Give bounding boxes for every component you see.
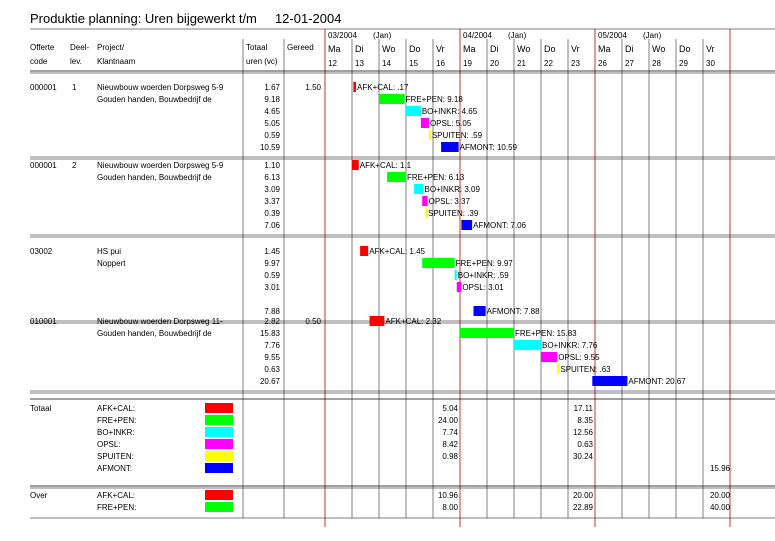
day-number: 14 (382, 59, 391, 68)
task-hours: 3.01 (264, 283, 280, 292)
task-label: FRE+PEN: 9.18 (405, 95, 463, 104)
day-name: Ma (463, 44, 476, 54)
legend-swatch-afk-cal (205, 403, 233, 413)
task-label: SPUITEN: .63 (560, 365, 611, 374)
week-label: 05/2004 (598, 31, 627, 40)
day-name: Vr (571, 44, 580, 54)
task-bar-fre-pen (422, 258, 454, 268)
totaal-row-label: OPSL: (97, 440, 121, 449)
task-hours: 0.59 (264, 271, 280, 280)
project-code: 000001 (30, 161, 57, 170)
over-week2: 22.89 (572, 503, 593, 512)
task-hours: 9.18 (264, 95, 280, 104)
day-number: 30 (706, 59, 715, 68)
day-name: Do (679, 44, 691, 54)
task-hours: 3.09 (264, 185, 280, 194)
task-bar-bo-inkr (514, 340, 541, 350)
day-name: Ma (328, 44, 341, 54)
task-hours: 10.59 (259, 143, 280, 152)
task-bar-afmont (441, 142, 459, 152)
day-name: Di (490, 44, 499, 54)
totaal-row-label: FRE+PEN: (97, 416, 137, 425)
day-name: Di (355, 44, 364, 54)
project-gereed: 1.50 (305, 83, 321, 92)
task-hours: 3.37 (264, 197, 280, 206)
task-bar-bo-inkr (406, 106, 421, 116)
totaal-week1: 5.04 (442, 404, 458, 413)
task-hours: 0.39 (264, 209, 280, 218)
over-swatch-afk-cal (205, 490, 233, 500)
task-bar-afk-cal (370, 316, 385, 326)
legend-swatch-spuiten (205, 451, 233, 461)
project-code: 010001 (30, 317, 57, 326)
totaal-week2: 0.63 (577, 440, 593, 449)
day-name: Wo (382, 44, 396, 54)
task-bar-bo-inkr (455, 270, 457, 280)
task-bar-afmont (461, 220, 472, 230)
task-label: OPSL: 9.55 (558, 353, 600, 362)
task-bar-bo-inkr (414, 184, 423, 194)
header-lev: lev. (70, 57, 82, 66)
legend-swatch-afmont (205, 463, 233, 473)
project-name: Nieuwbouw woerden Dorpsweg 5-9 (97, 83, 224, 92)
task-bar-afmont (592, 376, 627, 386)
totaal-week2: 12.56 (572, 428, 593, 437)
task-hours: 6.13 (264, 173, 280, 182)
task-hours: 0.59 (264, 131, 280, 140)
page-title: Produktie planning: Uren bijgewerkt t/m 12-01-2004 (30, 11, 342, 26)
day-number: 16 (436, 59, 445, 68)
over-week3: 20.00 (709, 491, 730, 500)
project-deel: 1 (72, 83, 77, 92)
day-number: 19 (463, 59, 472, 68)
totaal-row-label: SPUITEN: (97, 452, 134, 461)
project-client: Gouden handen, Bouwbedrijf de (97, 95, 212, 104)
task-hours: 15.83 (259, 329, 280, 338)
project-name: Nieuwbouw woerden Dorpsweg 11- (97, 317, 223, 326)
project-client: Noppert (97, 259, 126, 268)
header-deel: Deel- (70, 43, 90, 52)
task-label: AFK+CAL: 1.45 (369, 247, 426, 256)
day-number: 27 (625, 59, 634, 68)
day-name: Vr (436, 44, 445, 54)
day-name: Vr (706, 44, 715, 54)
over-row-label: AFK+CAL: (97, 491, 136, 500)
task-hours: 9.55 (264, 353, 280, 362)
project-gereed: 0.50 (305, 317, 321, 326)
task-label: AFMONT: 10.59 (459, 143, 518, 152)
task-label: FRE+PEN: 9.97 (455, 259, 513, 268)
over-swatch-fre-pen (205, 502, 233, 512)
task-label: AFK+CAL: 1.1 (359, 161, 412, 170)
header-gereed: Gereed (287, 43, 314, 52)
totaal-row-label: AFMONT: (97, 464, 133, 473)
header-klantnaam: Klantnaam (97, 57, 136, 66)
legend-swatch-bo-inkr (205, 427, 233, 437)
task-hours: 0.63 (264, 365, 280, 374)
week-month: (Jan) (508, 31, 527, 40)
task-bar-fre-pen (460, 328, 514, 338)
task-label: OPSL: 5.05 (429, 119, 472, 128)
header-uren: uren (vc) (246, 57, 278, 66)
task-bar-afk-cal (353, 82, 356, 92)
day-number: 13 (355, 59, 364, 68)
task-bar-spuiten (429, 130, 431, 140)
task-label: BO+INKR: .59 (457, 271, 509, 280)
task-label: SPUITEN: .59 (431, 131, 483, 140)
over-week1: 8.00 (442, 503, 458, 512)
header-code: code (30, 57, 48, 66)
day-number: 28 (652, 59, 661, 68)
totaal-label: Totaal (30, 404, 52, 413)
task-label: FRE+PEN: 6.13 (407, 173, 465, 182)
task-bar-spuiten (557, 364, 559, 374)
week-month: (Jan) (643, 31, 662, 40)
task-bar-fre-pen (379, 94, 405, 104)
day-name: Ma (598, 44, 611, 54)
task-hours: 1.67 (264, 83, 280, 92)
project-deel: 2 (72, 161, 77, 170)
task-bar-opsl (422, 196, 427, 206)
day-name: Wo (652, 44, 666, 54)
day-name: Wo (517, 44, 531, 54)
over-row-label: FRE+PEN: (97, 503, 137, 512)
day-number: 15 (409, 59, 418, 68)
totaal-week2: 17.11 (573, 404, 593, 413)
totaal-week1: 7.74 (442, 428, 458, 437)
legend-swatch-fre-pen (205, 415, 233, 425)
totaal-row-label: BO+INKR: (97, 428, 135, 437)
project-code: 000001 (30, 83, 57, 92)
totaal-week2: 8.35 (577, 416, 593, 425)
task-bar-opsl (541, 352, 557, 362)
totaal-week2: 30.24 (572, 452, 593, 461)
task-hours: 20.67 (259, 377, 280, 386)
task-bar-opsl (421, 118, 429, 128)
day-number: 12 (328, 59, 337, 68)
header-totaal: Totaal (246, 43, 268, 52)
task-label: SPUITEN: .39 (428, 209, 479, 218)
task-hours: 1.10 (264, 161, 280, 170)
totaal-week3: 15.96 (709, 464, 730, 473)
task-hours: 7.88 (264, 307, 280, 316)
project-client: Gouden handen, Bouwbedrijf de (97, 329, 212, 338)
day-number: 29 (679, 59, 688, 68)
task-label: OPSL: 3.01 (462, 283, 504, 292)
over-label: Over (30, 491, 48, 500)
task-bar-afk-cal (352, 160, 359, 170)
task-hours: 7.06 (264, 221, 280, 230)
day-number: 21 (517, 59, 526, 68)
totaal-row-label: AFK+CAL: (97, 404, 136, 413)
day-name: Do (409, 44, 421, 54)
task-label: AFMONT: 7.06 (473, 221, 527, 230)
task-label: AFMONT: 20.67 (628, 377, 686, 386)
task-hours: 2.82 (264, 317, 280, 326)
task-bar-afk-cal (360, 246, 368, 256)
day-number: 23 (571, 59, 580, 68)
day-number: 20 (490, 59, 499, 68)
project-code: 03002 (30, 247, 53, 256)
task-bar-fre-pen (387, 172, 406, 182)
task-hours: 1.45 (264, 247, 280, 256)
over-week1: 10.96 (437, 491, 458, 500)
task-label: BO+INKR: 7.76 (542, 341, 598, 350)
task-label: AFK+CAL: 2.32 (385, 317, 442, 326)
task-label: OPSL: 3.37 (428, 197, 470, 206)
project-client: Gouden handen, Bouwbedrijf de (97, 173, 212, 182)
header-offerte: Offerte (30, 43, 55, 52)
task-label: BO+INKR: 4.65 (421, 107, 478, 116)
week-label: 04/2004 (463, 31, 492, 40)
day-number: 22 (544, 59, 553, 68)
task-hours: 4.65 (264, 107, 280, 116)
legend-swatch-opsl (205, 439, 233, 449)
task-label: BO+INKR: 3.09 (424, 185, 480, 194)
task-hours: 9.97 (264, 259, 280, 268)
totaal-week1: 0.98 (442, 452, 458, 461)
task-bar-afmont (474, 306, 486, 316)
task-bar-opsl (457, 282, 462, 292)
task-hours: 5.05 (264, 119, 280, 128)
task-label: AFK+CAL: .17 (357, 83, 409, 92)
totaal-week1: 8.42 (442, 440, 458, 449)
over-week2: 20.00 (572, 491, 593, 500)
day-name: Do (544, 44, 556, 54)
over-week3: 40.00 (709, 503, 730, 512)
header-project: Project/ (97, 43, 125, 52)
day-number: 26 (598, 59, 607, 68)
day-name: Di (625, 44, 634, 54)
week-month: (Jan) (373, 31, 392, 40)
totaal-week1: 24.00 (437, 416, 458, 425)
week-label: 03/2004 (328, 31, 357, 40)
task-hours: 7.76 (264, 341, 280, 350)
task-label: AFMONT: 7.88 (486, 307, 540, 316)
task-label: FRE+PEN: 15.83 (515, 329, 577, 338)
project-name: Nieuwbouw woerden Dorpsweg 5-9 (97, 161, 224, 170)
project-name: HS pui (97, 247, 122, 256)
